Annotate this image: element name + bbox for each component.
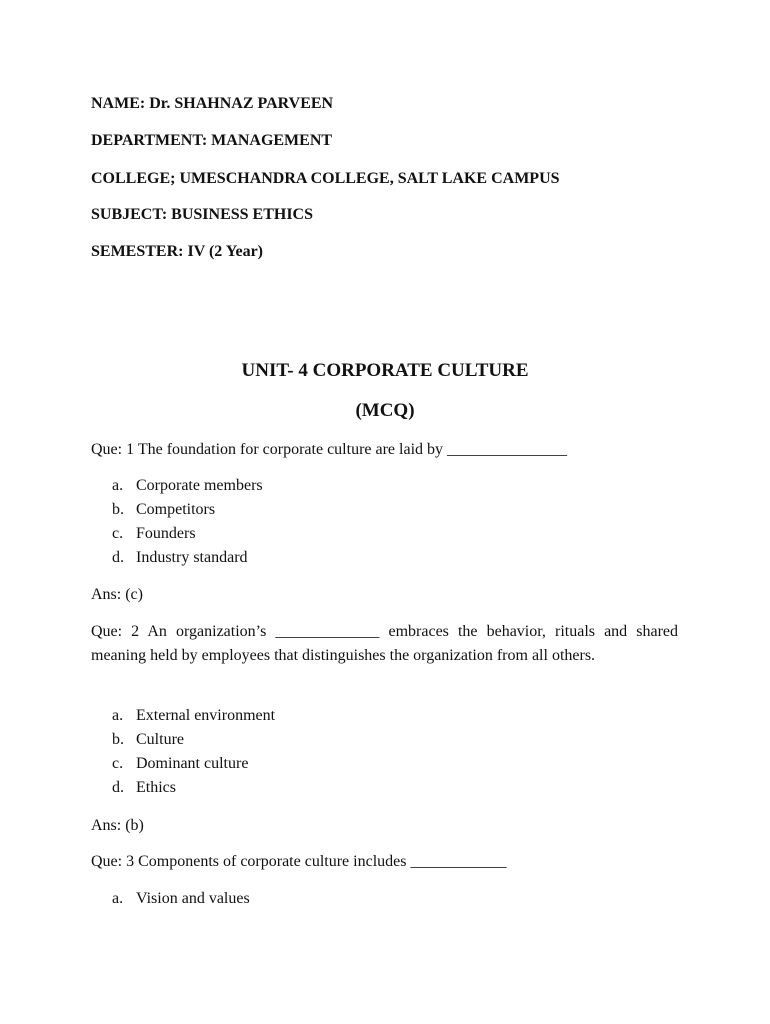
question-2: Que: 2 An organization’s _____________ embraces the behavior, rituals and shared meaning held by employees that distinguishes the organization from all others.: [91, 623, 678, 664]
option: [112, 887, 250, 911]
author-name: NAME: Dr. SHAHNAZ PARVEEN: [91, 95, 334, 112]
option: [112, 776, 275, 800]
option: [112, 704, 275, 728]
option-letter: a.: [112, 890, 124, 907]
option-text: Vision and values: [136, 890, 250, 907]
option-text: Dominant culture: [136, 755, 249, 772]
option-letter: c.: [112, 755, 124, 772]
option-text: Culture: [136, 731, 184, 748]
option-text: Founders: [136, 525, 196, 542]
college: COLLEGE; UMESCHANDRA COLLEGE, SALT LAKE CAMPUS: [91, 170, 560, 187]
option-letter: b.: [112, 731, 124, 748]
option-letter: a.: [112, 707, 124, 724]
department: DEPARTMENT: MANAGEMENT: [91, 132, 333, 149]
option: [112, 752, 275, 776]
option: [112, 522, 263, 546]
question-1-options: [112, 474, 263, 570]
option: [112, 474, 263, 498]
option-text: Competitors: [136, 501, 216, 518]
question-3-options: [112, 887, 250, 911]
question-3: Que: 3 Components of corporate culture includes ____________: [91, 853, 507, 870]
option-text: Corporate members: [136, 477, 263, 494]
option-letter: a.: [112, 477, 124, 494]
option-letter: b.: [112, 501, 124, 518]
option: [112, 728, 275, 752]
option: [112, 498, 263, 522]
semester: SEMESTER: IV (2 Year): [91, 243, 264, 260]
answer-2: Ans: (b): [91, 817, 144, 834]
subject: SUBJECT: BUSINESS ETHICS: [91, 206, 314, 223]
unit-title: UNIT- 4 CORPORATE CULTURE: [241, 360, 529, 381]
option: [112, 546, 263, 570]
unit-subtitle: (MCQ): [355, 400, 415, 421]
question-1: Que: 1 The foundation for corporate culture are laid by _______________: [91, 441, 568, 458]
option-text: Industry standard: [136, 549, 248, 566]
option-letter: c.: [112, 525, 124, 542]
option-letter: d.: [112, 549, 124, 566]
answer-1: Ans: (c): [91, 586, 143, 603]
option-text: Ethics: [136, 779, 176, 796]
option-text: External environment: [136, 707, 276, 724]
option-letter: d.: [112, 779, 124, 796]
question-2-options: [112, 704, 275, 800]
